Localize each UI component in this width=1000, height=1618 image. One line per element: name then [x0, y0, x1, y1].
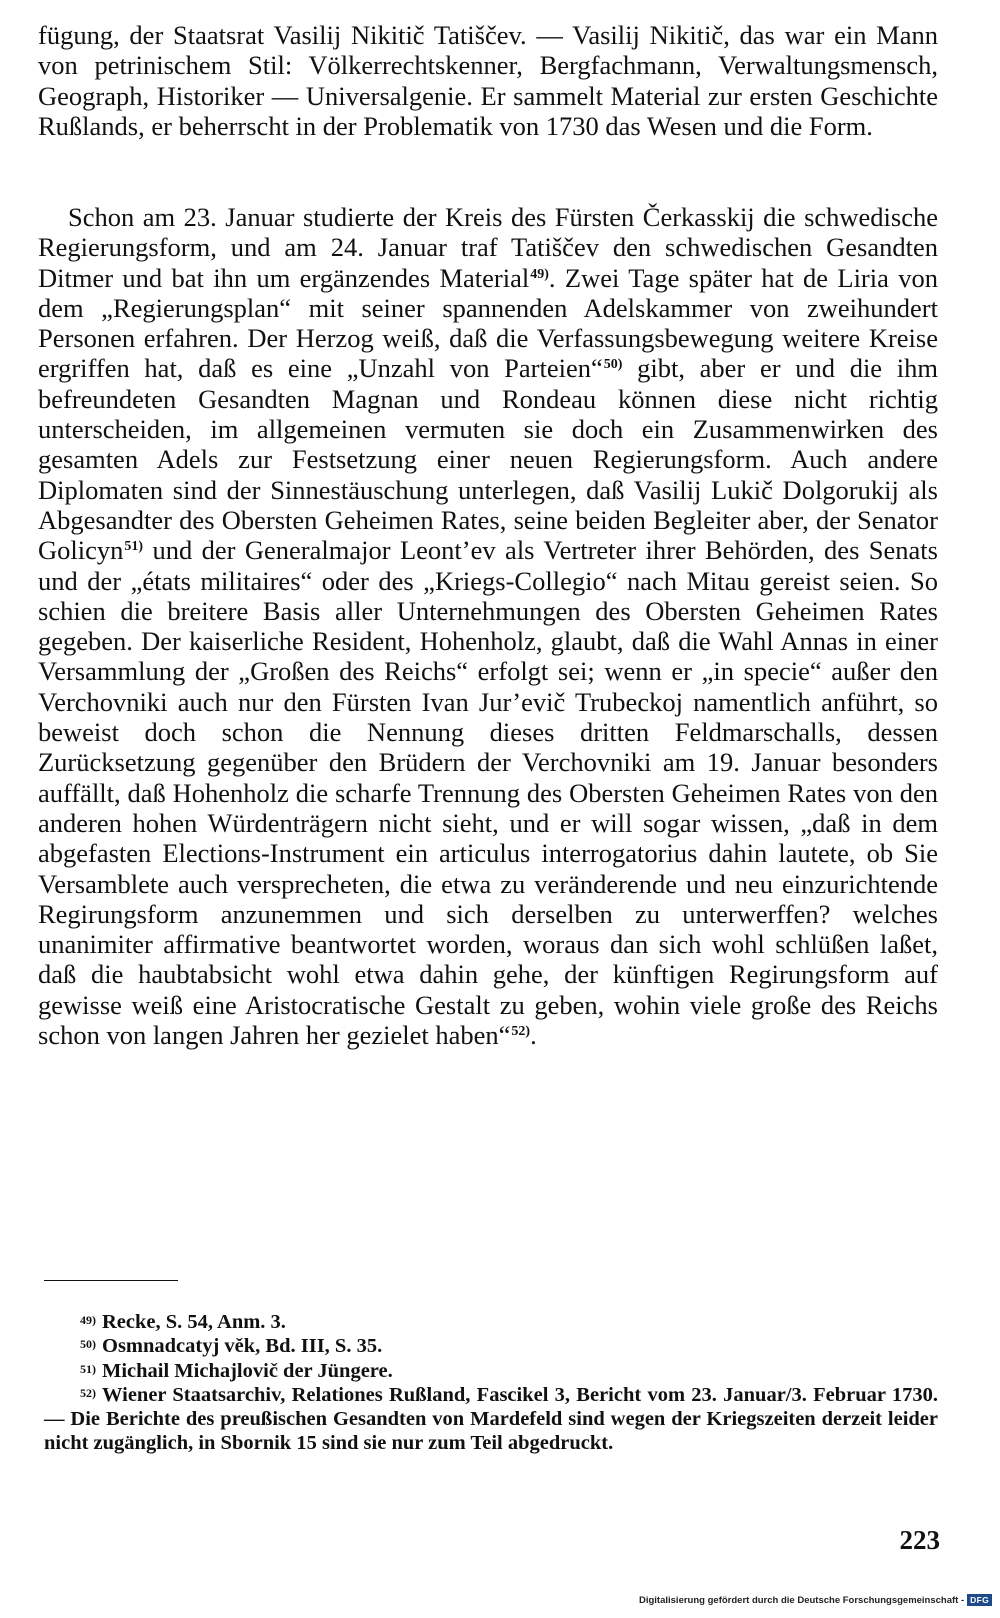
footnote-52	[44, 1383, 938, 1456]
footnote-mark: 49)	[80, 1313, 96, 1327]
dfg-logo-icon: DFG	[967, 1594, 992, 1606]
footnote-mark: 50)	[80, 1337, 96, 1352]
footnote-ref-51: 51)	[124, 539, 144, 555]
footnotes	[44, 1310, 938, 1456]
paragraph-2-text-e: .	[530, 1020, 537, 1051]
paragraph-2-text-c: gibt, aber er und die ihm befreundeten Gesandten Magnan und Rondeau können diese nicht richtig unterscheiden, im allgemeinen vermuten sie doch ein Zusammenwirken des gesamten Adels zur Festsetzung einer neuen Regierungsform. Auch andere Diplomaten sind der Sinnestäuschung unterlegen, daß Vasilij Lukič Dolgorukij als Abgesandter des Obersten Geheimen Rates, seine beiden Begleiter aber, der Senator Golicyn	[38, 353, 938, 566]
footnote-mark: 51)	[80, 1361, 96, 1376]
footnote-50	[44, 1334, 938, 1358]
footnote-text: Osmnadcatyj věk, Bd. III, S. 35.	[102, 1335, 383, 1358]
footnote-ref-49: 49)	[530, 266, 549, 282]
footnote-ref-50: 50)	[603, 357, 623, 373]
paragraph-2-text-a: Schon am 23. Januar studierte der Kreis des Fürsten Čerkasskij die schwedische Regierungsform, und am 24. Januar traf Tatiščev den schwedischen Gesandten Ditmer und bat ihn um ergänzendes Material	[38, 202, 938, 293]
digitization-banner-text: Digitalisierung gefördert durch die Deutsche Forschungsgemeinschaft -	[638, 1594, 965, 1606]
paragraph-1	[38, 20, 938, 141]
footnote-text: Recke, S. 54, Anm. 3.	[102, 1311, 286, 1333]
paragraph-1-text: fügung, der Staatsrat Vasilij Nikitič Tatiščev. — Vasilij Nikitič, das war ein Mann von petrinischem Stil: Völkerrechtskenner, Bergfachmann, Verwaltungsmensch, Geograph, Historiker — Universalgenie. Er sammelt Material zur ersten Geschichte Rußlands, er beherrscht in der Problematik von 1730 das Wesen und die Form.	[38, 20, 938, 141]
footnote-ref-52: 52)	[511, 1024, 531, 1040]
footnote-divider	[44, 1280, 178, 1281]
footnote-text: Michail Michajlovič der Jüngere.	[102, 1359, 393, 1382]
footnote-text: Wiener Staatsarchiv, Relationes Rußland, Fascikel 3, Bericht vom 23. Januar/3. Februar 1730. — Die Berichte des preußischen Gesandten von Mardefeld sind wegen der Kriegszeiten derzeit leider nicht zugänglich, in Sbornik 15 sind sie nur zum Teil abgedruckt.	[44, 1383, 938, 1455]
paragraph-2-text-d: und der Generalmajor Leont’ev als Vertreter ihrer Behörden, des Senats und der „états militaires“ oder des „Kriegs-Collegio“ nach Mitau gereist seien. So schien die breitere Basis aller Unternehmungen des Obersten Geheimen Rates gegeben. Der kaiserliche Resident, Hohenholz, glaubt, daß die Wahl Annas in einer Versammlung der „Großen des Reichs“ erfolgt sei; wenn er „in specie“ außer den Verchovniki auch nur den Fürsten Ivan Jur’evič Trubeckoj namentlich anführt, so beweist doch schon die Nennung dieses dritten Feldmarschalls, dessen Zurücksetzung gegenüber den Brüdern der Verchovniki am 19. Januar besonders auffällt, daß Hohenholz die scharfe Trennung des Obersten Geheimen Rates von den anderen hohen Würdenträgern nicht sieht, und er will sogar wissen, „daß in dem abgefasten Elections-Instrument ein articulus interrogatorius dahin lautete, ob Sie Versamblete auch versprecheten, die etwa zu veränderende und neu einzurichtende Regirungsform anzunemmen und sich derselben zu unterwerffen? welches unanimiter affirmative beantwortet worden, woraus dan sich wohl schlüßen laßet, daß die haubtabsicht wohl etwa dahin gehe, der künftigen Regirungsform auf gewisse weiß eine Aristocratische Gestalt zu geben, wohin viele große des Reichs schon von langen Jahren her gezielet haben“	[38, 535, 938, 1051]
page-number: 223	[899, 1525, 940, 1555]
digitization-banner	[639, 1594, 992, 1606]
footnote-mark: 52)	[80, 1385, 96, 1400]
footnote-49	[44, 1310, 938, 1334]
footnote-51	[44, 1359, 938, 1383]
paragraph-2-text-b: . Zwei Tage später hat de Liria von dem „Regierungsplan“ mit seiner spannenden Adelskammer von zweihundert Personen erfahren. Der Herzog weiß, daß die Verfassungsbewegung weitere Kreise ergriffen hat, daß es eine „Unzahl von Parteien“	[38, 262, 938, 384]
paragraph-2	[38, 202, 938, 1050]
